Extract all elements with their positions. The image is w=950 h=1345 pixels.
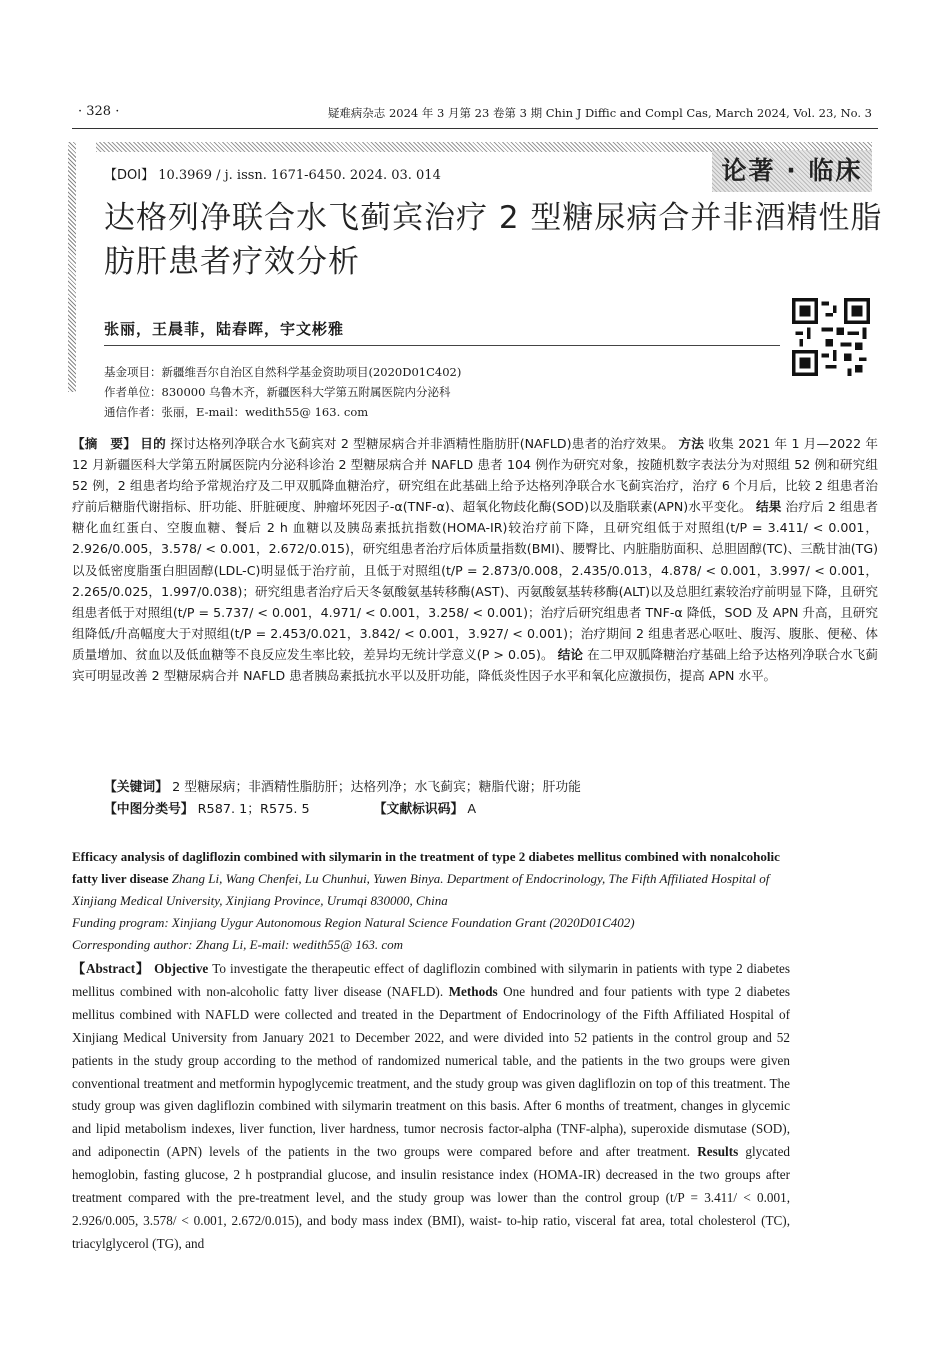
english-corresponding: Corresponding author: Zhang Li, E-mail: wedith55@ 163. com — [72, 937, 404, 952]
english-title-text: Efficacy analysis of dagliflozin combined with silymarin in the treatment of type 2 diabetes mellitus combined with nonalcoholic fatty liver disease — [72, 849, 780, 886]
corresponding-info: 通信作者：张丽，E-mail：wedith55@ 163. com — [104, 405, 369, 419]
english-funding: Funding program: Xinjiang Uygur Autonomous Region Natural Science Foundation Grant (2020D01C402) — [72, 915, 635, 930]
journal-header: 疑难病杂志 2024 年 3 月第 23 卷第 3 期 Chin J Diffic and Compl Cas, March 2024, Vol. 23, No. 3 — [327, 106, 872, 120]
en-results-text: glycated hemoglobin, fasting glucose, 2 h postprandial glucose, and insulin resistance index (HOMA-IR) decreased in the two groups after treatment compared with the pre-treatment level, and the study group was lower than the control group (t/P = 3.411/ < 0.001, 2.926/0.005, 3.578/ < 0.001, 2.672/0.015), and body mass index (BMI), waist- to-hip ratio, visceral fat area, total cholesterol (TC), triacylglycerol (TG), and — [72, 1144, 791, 1251]
results-label: 结果 — [755, 499, 782, 515]
en-objective-text: To investigate the therapeutic effect of dagliflozin combined with silymarin in patients with type 2 diabetes mellitus combined with non-alcoholic fatty liver disease (NAFLD). — [72, 961, 791, 999]
authors: 张丽，王晨菲，陆春晖，宇文彬雅 — [104, 320, 345, 338]
article-title: 达格列净联合水飞蓟宾治疗 2 型糖尿病合并非酒精性脂肪肝患者疗效分析 — [104, 200, 883, 280]
en-abstract-label: 【Abstract】 — [72, 961, 150, 976]
funding-info: 基金项目：新疆维吾尔自治区自然科学基金资助项目(2020D01C402) — [104, 365, 462, 379]
english-header-block — [72, 846, 790, 890]
doi-label: 【DOI】 — [104, 168, 155, 183]
page-number: · 328 · — [78, 104, 120, 119]
affiliation-info: 作者单位：830000 乌鲁木齐，新疆医科大学第五附属医院内分泌科 — [104, 385, 451, 399]
objective-label: 目的 — [140, 436, 166, 451]
keywords-label: 【关键词】 — [104, 780, 168, 795]
doi-line — [104, 164, 441, 183]
en-objective-label: Objective — [154, 961, 209, 976]
results-text: 治疗后 2 组患者糖化血红蛋白、空腹血糖、餐后 2 h 血糖以及胰岛素抵抗指数(HOMA-IR)较治疗前下降，且研究组低于对照组(t/P = 3.411/ < 0.001，2.926/0.005，3.578/ < 0.001，2.672/0.015)，研究组患者治疗后体质量指数(BMI)、腰臀比、内脏脂肪面积、总胆固醇(TC)、三酰甘油(TG)以及低密度脂蛋白胆固醇(LDL-C)明显低于治疗前，且低于对照组(t/P = 2.873/0.008，2.435/0.013，4.878/ < 0.001，3.997/ < 0.001，2.265/0.025，1.997/0.038)；研究组患者治疗后天冬氨酸氨基转移酶(AST)、丙氨酸氨基转移酶(ALT)以及总胆红素较治疗前明显下降，且研究组患者低于对照组(t/P = 5.737/ < 0.001，4.971/ < 0.001，3.258/ < 0.001)；治疗后研究组患者 TNF-α 降低，SOD 及 APN 升高，且研究组降低/升高幅度大于对照组(t/P = 2.453/0.021，3.842/ < 0.001，3.927/ < 0.001)；治疗期间 2 组患者恶心呕吐、腹泻、腹胀、便秘、体质量增加、贫血以及低血糖等不良反应发生率比较，差异均无统计学意义(P > 0.05)。 — [72, 499, 878, 662]
clc-label: 【中图分类号】 — [104, 802, 194, 817]
methods-text: 收集 2021 年 1 月—2022 年 12 月新疆医科大学第五附属医院内分泌科诊治 2 型糖尿病合并 NAFLD 患者 104 例作为研究对象，按随机数字表法分为对照组 52 例和研究组 52 例，2 组患者均给予常规治疗及二甲双胍降血糖治疗，研究组在此基础上给予达格列净联合水飞蓟宾治疗，治疗 6 个月后，比较 2 组患者治疗前后糖脂代谢指标、肝功能、肝脏硬度、肿瘤坏死因子-α(TNF-α)、超氧化物歧化酶(SOD)以及脂联素(APN)水平变化。 — [72, 436, 878, 515]
abstract-chinese — [72, 433, 878, 686]
doc-code-value: A — [467, 802, 477, 817]
objective-text: 探讨达格列净联合水飞蓟宾对 2 型糖尿病合并非酒精性脂肪肝(NAFLD)患者的治疗效果。 — [170, 436, 675, 451]
en-methods-text: One hundred and four patients with type 2 diabetes mellitus combined with NAFLD were collected and treated in the Department of Endocrinology of the Fifth Affiliated Hospital of Xinjiang Medical University from January 2021 to December 2022, and were divided into 52 patients in the control group and 52 patients in the study group according to the method of randomized numerical table, and the patients in the two groups were given conventional treatment and metformin hypoglycemic treatment, and the study group was given dagliflozin on top of this treatment. The study group was given dagliflozin combined with silymarin treatment on this basis. After 6 months of treatment, changes in glycemic and lipid metabolism indexes, liver function, liver hardness, tumor necrosis factor-alpha (TNF-alpha), superoxide dismutase (SOD), and adiponectin (APN) levels of the patients in the two groups were compared before and after treatment. — [72, 983, 791, 1160]
qr-code-icon[interactable] — [792, 298, 870, 376]
keywords-line — [104, 776, 581, 795]
doi-value[interactable]: 10.3969 / j. issn. 1671-6450. 2024. 03. 014 — [158, 168, 441, 183]
article-meta — [104, 362, 461, 422]
conclusion-label: 结论 — [557, 646, 584, 662]
clc-value: R587. 1；R575. 5 — [197, 802, 310, 817]
side-decoration — [68, 142, 76, 392]
english-info — [72, 912, 878, 956]
conclusion-text: 在二甲双胍降糖治疗基础上给予达格列净联合水飞蓟宾可明显改善 2 型糖尿病合并 NAFLD 患者胰岛素抵抗水平以及肝功能，降低炎性因子水平和氧化应激损伤，提高 APN 水平。 — [72, 646, 878, 684]
doc-code-label: 【文献标识码】 — [373, 802, 464, 817]
en-results-label: Results — [697, 1144, 739, 1160]
methods-label: 方法 — [678, 436, 705, 451]
english-authors-affiliation: Zhang Li, Wang Chenfei, Lu Chunhui, Yuwen Binya. Department of Endocrinology, The Fifth Affiliated Hospital of Xinjiang Medical University, Xinjiang Province, Urumqi 830000, China — [72, 871, 770, 908]
column-tag: 论著 · 临床 — [712, 150, 872, 192]
keywords-value: 2 型糖尿病；非酒精性脂肪肝；达格列净；水飞蓟宾；糖脂代谢；肝功能 — [172, 780, 581, 795]
abstract-label: 【摘 要】 — [72, 436, 137, 451]
en-methods-label: Methods — [448, 983, 498, 999]
classification-line — [104, 798, 476, 817]
author-divider — [104, 345, 780, 346]
header-divider — [72, 128, 878, 129]
abstract-english — [72, 958, 790, 1256]
